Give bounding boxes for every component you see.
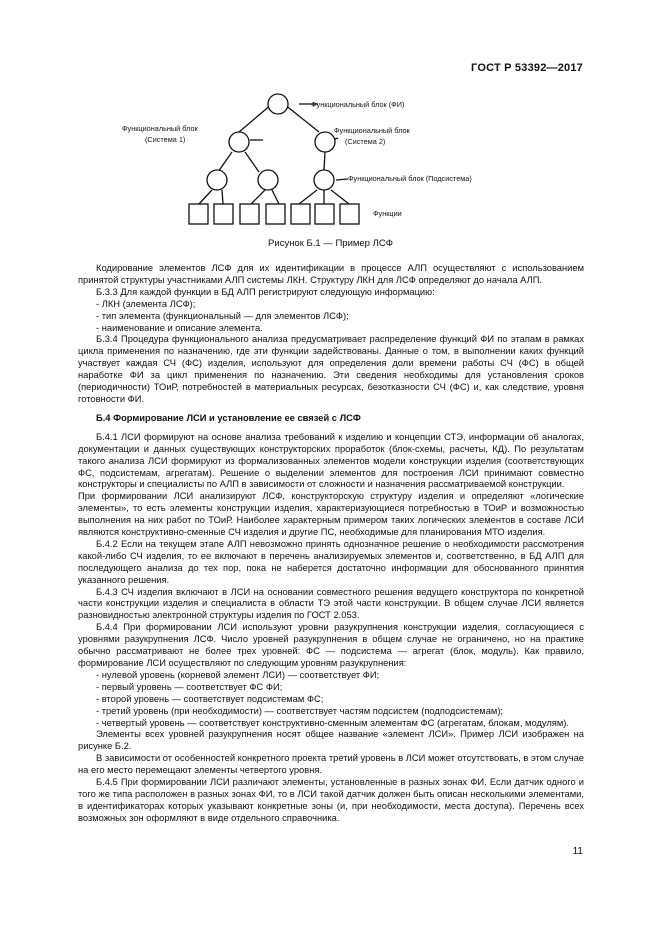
label-fi: Функциональный блок (ФИ) [311,100,405,109]
paragraph: Б.4.3 СЧ изделия включают в ЛСИ на основании совместного решения ведущего конструктора по конкретной части конструкции изделия и специалиста в области ТЭ этой части конструкции. В общем случае ЛСИ является разновидностью электронной структуры изделия по ГОСТ 2.053. [78,586,584,621]
list-item: - наименование и описание элемента. [96,322,263,333]
list-item: - нулевой уровень (корневой элемент ЛСИ) — соответствует ФИ; [96,669,380,680]
list-item: - первый уровень — соответствует ФС ФИ; [96,681,283,692]
section-heading: Б.4 Формирование ЛСИ и установление ее связей с ЛСФ [96,412,361,423]
node-subsystem-a [207,170,227,190]
node-fi [268,94,288,114]
lsf-diagram [0,0,661,235]
function-box [240,204,259,224]
label-subsystem: Функциональный блок (Подсистема) [348,174,472,183]
paragraph: Б.3.4 Процедура функционального анализа предусматривает распределение функций ФИ по этапам в рамках цикла применения по назначению, где эти функции задействованы. Данные о том, в выполнении каких функций участвует каждая СЧ (ФС) изделия, используют для определения доли времени работы СЧ (ФС) в общей наработке ФИ за цикл применения по назначению. Эти сведения необходимы для установления сроков (периодичности) ТОиР, потребностей в материальных ресурсах, безотказности СЧ (ФС) и, как следствие, уровня готовности ФИ. [78,334,584,404]
page-number: 11 [572,846,583,857]
node-system-1 [229,132,249,152]
paragraph: Б.4.4 При формировании ЛСИ используют уровни разукрупнения конструкции изделия, согласующиеся с уровнями разукрупнения ЛСФ. Число уровней разукрупнения в общем случае не ограничено, но на практике обычно рассматривают не более трех уровней: ФС — подсистема — агрегат (блок, модуль). Как правило, формирование ЛСИ осуществляют по следующим уровням разукрупнения: [78,622,584,668]
function-box [214,204,233,224]
label-system1-line1: Функциональный блок [122,124,198,133]
paragraph: Б.4.5 При формировании ЛСИ различают элементы, установленные в разных зонах ФИ. Если датчик одного и того же типа расположен в разных зонах ФИ, то в ЛСИ такой датчик должен быть описан несколькими элементами, в идентификаторах которых указывают конкретные зоны (и, при необходимости, места доступа). Перечень всех возможных зон оформляют в виде отдельного справочника. [78,777,584,823]
paragraph: Кодирование элементов ЛСФ для их идентификации в процессе АЛП осуществляют с использованием принятой структуры участниками АЛП системы ЛКН. Структуру ЛКН для ЛСФ определяют до начала АЛП. [78,263,584,285]
function-box [291,204,310,224]
list-item: - четвертый уровень — соответствует конструктивно-сменным элементам ФС (агрегатам, блокам, модулям). [96,717,570,728]
paragraph: Б.4.2 Если на текущем этапе АЛП невозможно принять однозначное решение о необходимости рассмотрения какой-либо СЧ изделия, то ее включают в перечень анализируемых элементов и, соответственно, в БД АЛП для последующего анализа до тех пор, пока не наберется достаточно информации для обоснованного принятия указанного решения. [78,538,584,585]
paragraph: При формировании ЛСИ анализируют ЛСФ, конструкторскую структуру изделия и определяют «логические элементы», то есть элементы конструкции изделия, характеризующиеся потребностью в ТОиР и возможностью выполнения на них работ по ТОиР. Наиболее характерным примером таких логических элементов в составе ЛСИ являются конструктивно-сменные СЧ изделия и другие ПС, необходимые для планирования МТО изделия. [78,491,584,538]
list-item: - второй уровень — соответствует подсистемам ФС; [96,693,324,704]
label-system1-line2: (Система 1) [145,135,186,144]
function-box [266,204,285,224]
paragraph: Элементы всех уровней разукрупнения носят общее название «элемент ЛСИ». Пример ЛСИ изображен на рисунке Б.2. [78,729,584,752]
function-box [340,204,359,224]
label-system2-line2: (Система 2) [345,137,386,146]
document-body [78,263,584,825]
list-item: - ЛКН (элемента ЛСФ); [96,298,196,309]
node-system-2 [315,132,335,152]
paragraph: Б.4.1 ЛСИ формируют на основе анализа требований к изделию и концепции СТЭ, информации об аналогах, документации и данных существующих конструкторских проработок (блок-схемы, расчеты, КД). По результатам такого анализа ЛСИ формируют из формализованных элементов модели конструкции изделия (соответствующих ФС, подсистемам, агрегатам). Решение о выделении элементов для построения ЛСИ принимают совместно конструкторы и специалисты по АЛП в зависимости от сложности и назначения рассматриваемой конструкции. [78,431,584,490]
label-functions: Функции [373,209,402,218]
paragraph: Б.3.3 Для каждой функции в БД АЛП регистрируют следующую информацию: [96,286,435,297]
figure-caption: Рисунок Б.1 — Пример ЛСФ [268,238,393,249]
paragraph: В зависимости от особенностей конкретного проекта третий уровень в ЛСИ может отсутствовать, в этом случае на его место перемещают элементы четвертого уровня. [78,753,584,776]
label-system2-line1: Функциональный блок [334,126,410,135]
function-box [315,204,334,224]
function-box [189,204,208,224]
node-subsystem-b [258,170,278,190]
list-item: - третий уровень (при необходимости) — соответствует частям подсистем (подподсистемам); [96,705,504,716]
node-subsystem-c [314,170,334,190]
standard-code: ГОСТ Р 53392—2017 [471,62,583,74]
list-item: - тип элемента (функциональный — для элементов ЛСФ); [96,310,349,321]
